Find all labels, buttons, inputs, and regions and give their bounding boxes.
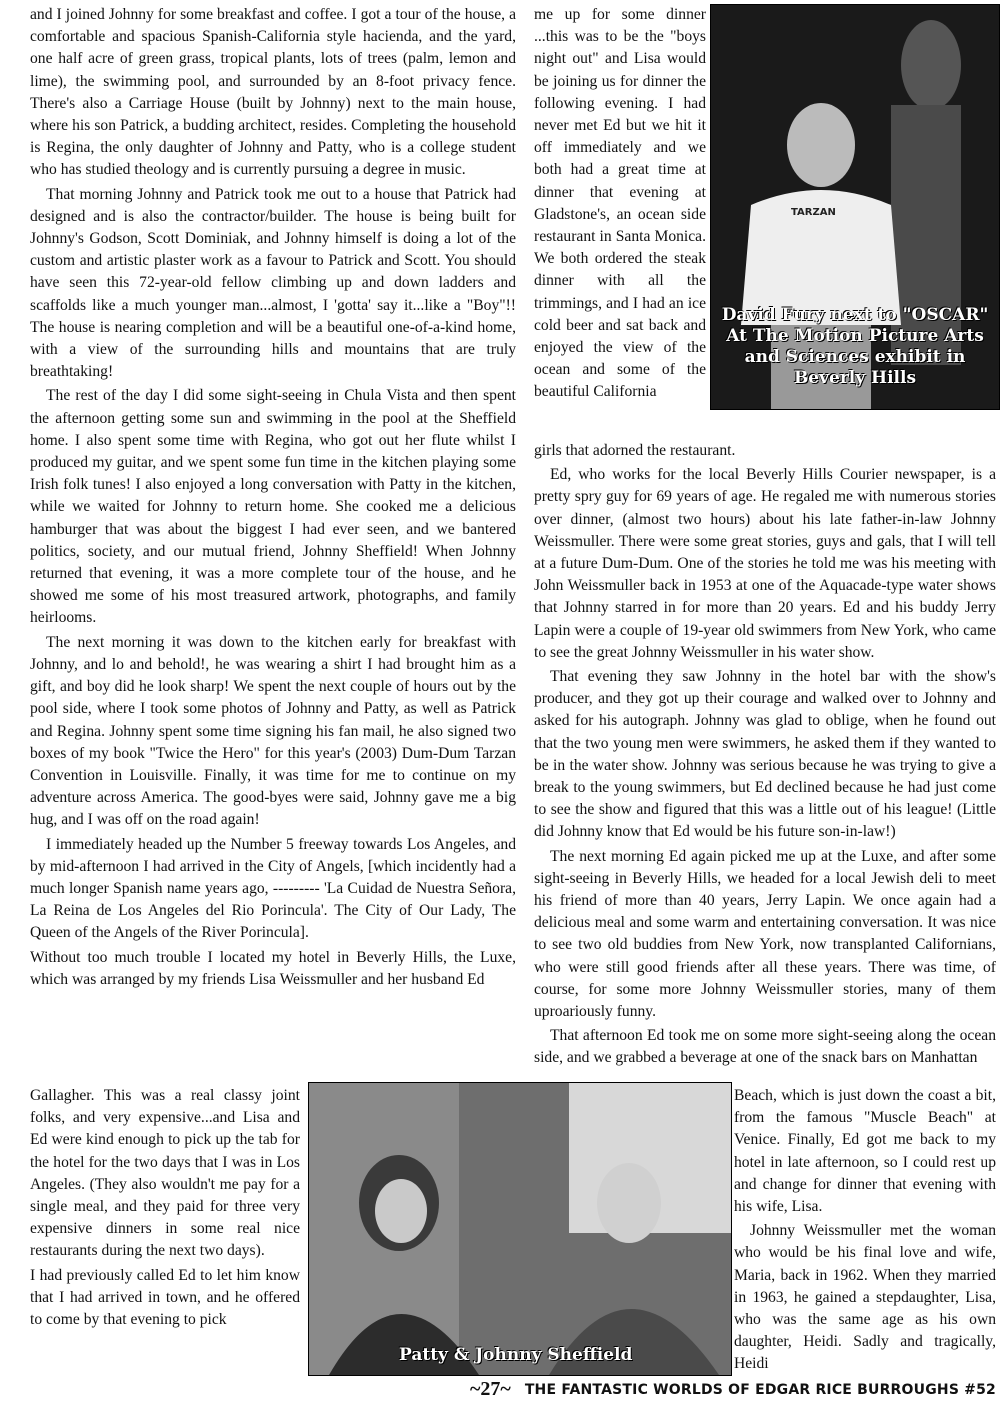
shirt-text: TARZAN xyxy=(791,207,836,218)
bottom-left-column xyxy=(30,1085,300,1333)
paragraph: and I joined Johnny for some breakfast and coffee. I got a tour of the house, a comfortable and spacious Spanish-California style hacienda, and the yard, one half acre of green grass, tropical plants, lots of trees (palm, lemon and lime), the swimming pool, and surrounded by an 8-foot privacy fence. There's also a Carriage House (built by Johnny) next to the main house, where his son Patrick, a budding architect, resides. Completing the household is Regina, the only daughter of Johnny and Patty, who is a college student who has studied theology and is currently pursuing a degree in music. xyxy=(30,6,516,179)
left-column xyxy=(30,4,516,993)
photo-david-fury-oscar xyxy=(710,4,1000,410)
photo-patty-johnny-image xyxy=(309,1083,731,1375)
publication-title: THE FANTASTIC WORLDS OF EDGAR RICE BURROUGHS #52 xyxy=(524,1382,996,1398)
paragraph: me up for some dinner ...this was to be the "boys night out" and Lisa would be joining us for dinner the following evening. I had never met Ed but we hit it off immediately and we both had a great time at dinner that evening at Gladstone's, an ocean side restaurant in Santa Monica. We both ordered the steak dinner with all the trimmings, and I had an ice cold beer and sat back and enjoyed the view of the ocean and some of the beautiful California xyxy=(534,6,706,401)
photo-caption: Patty & Johnny Sheffield xyxy=(399,1345,633,1365)
right-column xyxy=(534,440,996,1072)
paragraph: I immediately headed up the Number 5 freeway towards Los Angeles, and by mid-afternoon I had arrived in the City of Angels, [which incidently had a much longer Spanish name years ago, --------- 'La Cuidad de Nuestra Señora, La Reina de Los Angeles del Rio Porincula'. The City of Our Lady, The Queen of the Angels of the River Porincula]. xyxy=(30,835,516,942)
paragraph: I had previously called Ed to let him know that I had arrived in town, and he offered to come by that evening to pick xyxy=(30,1266,300,1329)
paragraph: The next morning Ed again picked me up at the Luxe, and after some sight-seeing in Beverly Hills, we headed for a local Jewish deli to meet his friend of more than 40 years, Jerry Lapin. We once again had a delicious meal and some warm and entertaining conversation. It was nice to see two old buddies from New York, now transplanted Californians, who were still good friends after all these years. There was time, of course, for some more Johnny Weissmuller stories, many of them uproariously funny. xyxy=(534,847,996,1021)
photo-patty-johnny xyxy=(308,1082,732,1376)
paragraph: Without too much trouble I located my hotel in Beverly Hills, the Luxe, which was arranged by my friends Lisa Weissmuller and her husband Ed xyxy=(30,948,516,988)
paragraph: That evening they saw Johnny in the hotel bar with the show's producer, and they got up their courage and walked over to Johnny and asked for his autograph. Johnny was glad to oblige, when he found out that the two young men were swimmers, he asked them if they wanted to be in the water show. Johnny was serious because he was trying to give a break to the young swimmers, but Ed declined because he had just come to see the show and figured that this was a little out of his league! (Little did Johnny know that Ed would be his future son-in-law!) xyxy=(534,668,996,841)
right-top-column xyxy=(534,4,706,406)
paragraph: That morning Johnny and Patrick took me out to a house that Patrick had designed and is also the contractor/builder. The house is being built for Johnny's Godson, Scott Dominiak, and Johnny himself is doing a lot of the custom and artistic plaster work as a favour to Patrick and Scott. You should have seen this 72-year-old fellow climbing up and down ladders and scaffolds like a much younger man...almost, I 'gotta' say it...like a "Boy"!! The house is nearing completion and will be a beautiful one-of-a-kind home, with a view of the surrounding hills and mountains that are truly breathtaking! xyxy=(30,185,516,381)
paragraph: Ed, who works for the local Beverly Hills Courier newspaper, is a pretty spry guy for 69 years of age. He regaled me with numerous stories over dinner, (almost two hours) about his late father-in-law Johnny Weissmuller. There were some great stories, guys and gals, that I will tell at a future Dum-Dum. One of the stories he told me was his meeting with John Weissmuller back in 1953 at one of the Aquacade-type water shows that Johnny starred in for more than 20 years. Ed and his buddy Jerry Lapin were a couple of 19-year old swimmers from New York, who came to see the great Johnny Weissmuller in his water show. xyxy=(534,466,996,661)
bottom-right-column xyxy=(734,1085,996,1378)
paragraph: girls that adorned the restaurant. xyxy=(534,442,736,459)
paragraph: The next morning it was down to the kitchen early for breakfast with Johnny, and lo and behold!, he was wearing a shirt I had brought him as a gift, and boy did he look sharp! We spent the next couple of hours out by the pool side, where I took some photos of Johnny and Patty, as well as Patrick and Regina. Johnny spent some time signing his fan mail, he also signed two boxes of my book "Twice the Hero" for this year's (2003) Dum-Dum Tarzan Convention in Louisville. Finally, it was time for me to continue on my adventure across America. The good-byes were said, Johnny gave me a big hug, and I was off on the road again! xyxy=(30,633,516,829)
page-number: ~27~ xyxy=(470,1378,511,1400)
paragraph: That afternoon Ed took me on some more sight-seeing along the ocean side, and we grabbed a beverage at one of the snack bars on Manhattan xyxy=(534,1027,996,1067)
paragraph: Johnny Weissmuller met the woman who would be his final love and wife, Maria, back in 1962. When they married in 1963, he gained a stepdaughter, Lisa, who was the same age as his own daughter, Heidi. Sadly and tragically, Heidi xyxy=(734,1222,996,1373)
paragraph: Beach, which is just down the coast a bit, from the famous "Muscle Beach" at Venice. Finally, Ed got me back to my hotel in late afternoon, so I could rest up and change for dinner that evening with his wife, Lisa. xyxy=(734,1087,996,1216)
paragraph: The rest of the day I did some sight-seeing in Chula Vista and then spent the afternoon getting some sun and swimming in the pool at the Sheffield home. I also spent some time with Regina, who got out her flute whilst I produced my guitar, and we spent some fun time in the kitchen playing some Irish folk tunes! I also enjoyed a long conversation with Patty in the kitchen, while we waited for Johnny to return home. She cooked me a delicious hamburger that was about the biggest I had ever seen, and we bantered politics, society, and our mutual friend, Johnny Sheffield! When Johnny returned that evening, it was a more complete tour of the house, and he showed me some of his most treasured artwork, photographs, and family heirlooms. xyxy=(30,387,516,627)
photo-caption: David Fury next to "OSCAR" At The Motion Picture Arts and Sciences exhibit in Beverly Hills xyxy=(721,305,989,388)
paragraph: Gallagher. This was a real classy joint folks, and very expensive...and Lisa and Ed were kind enough to pick up the tab for the hotel for the two days that I was in Los Angeles. (They also wouldn't me pay for a single meal, and they paid for three very expensive dinners in some real nice restaurants during the next two days). xyxy=(30,1087,300,1260)
